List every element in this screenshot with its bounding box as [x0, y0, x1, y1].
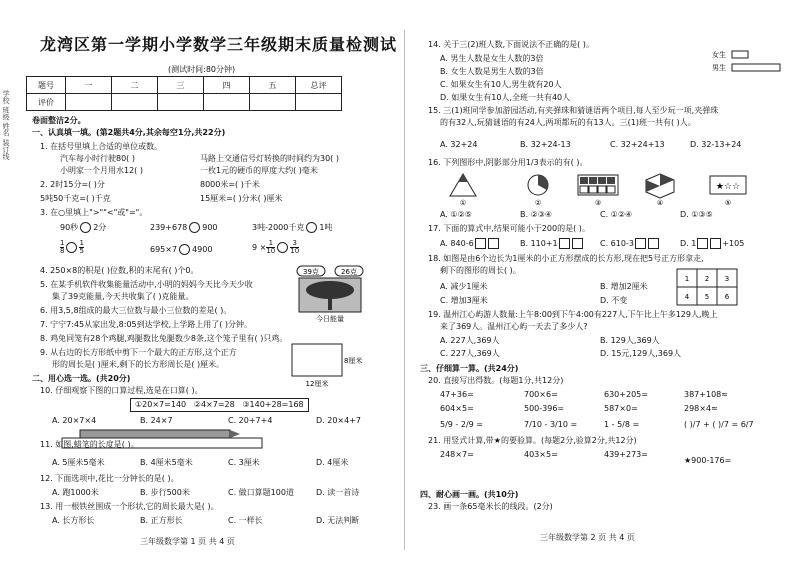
score-table-header-row	[27, 77, 342, 94]
fraction: $\frac{1}{10}$	[266, 239, 276, 255]
question-1: 1. 在括号里填上合适的单位或数。	[40, 142, 163, 151]
fraction: $\frac{1}{8}$	[60, 239, 65, 255]
shape-grid-cell	[598, 186, 606, 193]
exam-title: 龙湾区第一学期小学数学三年级期末质量检测试	[40, 35, 398, 54]
grid-number: 3	[724, 275, 730, 283]
calc-item[interactable]: 47+36=	[440, 390, 474, 399]
q17-option-d[interactable]: D. 1 +105	[680, 239, 745, 248]
q10-option-b[interactable]: B. 24×7	[140, 416, 173, 425]
q18-option-a[interactable]: A. 减少1厘米	[440, 282, 488, 291]
calc-item[interactable]: 587×0=	[604, 404, 638, 413]
q14-option-c[interactable]: C. 如果女生有10人,男生就有20人	[440, 80, 562, 89]
page-footer-right: 三年级数学第 2 页 共 4 页	[540, 533, 635, 542]
shape-label-3: ③	[594, 199, 602, 206]
compare-left: 239+678	[150, 223, 188, 232]
compare-right: 1吨	[319, 223, 333, 232]
q17-option-c[interactable]: C. 610-3	[600, 238, 660, 249]
question-9-line-1: 9. 从右边的长方形纸中剪下一个最大的正方形,这个正方	[40, 348, 237, 357]
calc-process-box	[130, 398, 309, 412]
compare-right: 900	[202, 223, 218, 232]
section-1-heading: 一、认真填一填。(第2题共4分,其余每空1分,共22分)	[32, 128, 226, 137]
binding-margin: 学校 班级 姓名 装订线	[2, 90, 10, 160]
question-3: 3. 在○里填上">""<"或"="。	[40, 208, 148, 217]
bar-female	[732, 51, 748, 58]
crayon	[80, 430, 230, 438]
q15-option-d[interactable]: D. 32-13+24	[690, 140, 742, 149]
compare-left: 3吨-2000千克	[252, 223, 305, 232]
compare-circle[interactable]	[277, 242, 288, 253]
question-8: 8. 鸡兔同笼有28个鸡腿,鸡腿数比兔腿数少8条,这个笼子里有( )只鸡。	[40, 334, 288, 343]
question-2d: 15厘米=( )分米( )厘米	[200, 194, 283, 203]
shape-grid-cell	[598, 177, 606, 184]
question-2b: 8000米=( )千米	[200, 180, 260, 189]
question-1d: 一枚1元的硬币的厚度大约( )毫米	[200, 166, 318, 175]
compare-row-1c	[252, 222, 332, 233]
calc-step-2: ②4×7=28	[193, 400, 235, 409]
q16-option-d[interactable]: D. ①③⑤	[680, 210, 713, 219]
grid-number: 5	[704, 293, 710, 301]
vertical-calc-item[interactable]: 403×5=	[524, 450, 558, 459]
question-11: 11. 如图,蜡笔的长度是( )。	[40, 440, 139, 449]
rectangle-figure	[290, 342, 365, 390]
shaded-shapes-figure	[448, 172, 778, 206]
question-18-line-2: 剩下的图形的周长( )。	[440, 266, 521, 275]
calc-item[interactable]: 1 - 5/8 =	[604, 420, 640, 429]
question-14: 14. 关于三(2)班人数,下面说法不正确的是( )。	[428, 40, 594, 49]
compare-circle[interactable]	[189, 222, 200, 233]
score-cell: 总评	[296, 77, 342, 94]
question-15-line-2: 的有32人,玩猜谜语的有24人,两项都玩的有13人。三(1)班一共有( )人。	[440, 118, 696, 127]
calc-item[interactable]: 500-396=	[524, 404, 565, 413]
q16-option-a[interactable]: A. ①②⑤	[440, 210, 472, 219]
question-4: 4. 250×8的积是( )位数,积的末尾有( )个0。	[40, 266, 199, 275]
section-2-heading: 二、用心选一选。(共20分)	[32, 374, 131, 383]
shape-grid-cell	[607, 177, 615, 184]
calc-item[interactable]: 700×6=	[524, 390, 558, 399]
q10-option-a[interactable]: A. 20×7×4	[52, 416, 97, 425]
bar-label-female: 女生	[712, 51, 726, 59]
q12-option-c[interactable]: C. 做口算题100道	[228, 488, 294, 497]
q12-option-d[interactable]: D. 读一首诗	[316, 488, 360, 497]
score-table-score-row	[27, 94, 342, 111]
q16-option-c[interactable]: C. ①②④	[600, 210, 633, 219]
shape-grid-cell	[580, 177, 588, 184]
shape-triangle-shade	[458, 174, 468, 182]
calc-item[interactable]: 387+108≈	[684, 390, 728, 399]
question-5-line-2: 集了39克能量,今天共收集了( )克能量。	[52, 292, 194, 301]
q11-option-d[interactable]: D. 4厘米	[316, 458, 349, 467]
tree-trunk	[328, 294, 332, 310]
compare-circle[interactable]	[179, 244, 190, 255]
score-input-cell[interactable]	[112, 94, 158, 111]
q10-option-d[interactable]: D. 20×4+7	[316, 416, 362, 425]
compare-left: 695×7	[150, 245, 178, 254]
score-cell: 题号	[27, 77, 66, 94]
score-input-cell[interactable]	[158, 94, 204, 111]
calc-step-3: ③140+28=168	[242, 400, 304, 409]
page-footer-left: 三年级数学第 1 页 共 4 页	[140, 537, 235, 546]
shape-grid-cell	[589, 186, 597, 193]
question-2a: 2. 2时15分=( )分	[40, 180, 105, 189]
compare-row-2a	[60, 240, 84, 255]
q13-option-b[interactable]: B. 正方形长	[140, 516, 183, 525]
score-input-cell[interactable]	[250, 94, 296, 111]
vertical-calc-item[interactable]: 439+273=	[604, 450, 648, 459]
rectangle-width-label: 12厘米	[305, 380, 329, 388]
shape-label-2: ②	[534, 199, 542, 206]
score-input-cell[interactable]	[204, 94, 250, 111]
q12-option-a[interactable]: A. 跑1000米	[52, 488, 99, 497]
bar-male	[732, 64, 780, 71]
q19-option-c[interactable]: C. 227人,369人	[440, 349, 500, 358]
question-10: 10. 仔细观察下图的口算过程,选是在口算( )。	[40, 386, 203, 395]
score-cell: 二	[112, 77, 158, 94]
q18-option-c[interactable]: C. 增加3厘米	[440, 296, 488, 305]
crayon-tip	[230, 430, 240, 438]
compare-circle[interactable]	[80, 222, 91, 233]
question-13: 13. 用一根铁丝围成一个形状,它的周长最大是( )。	[40, 502, 219, 511]
question-7: 7. 宁宁7:45从家出发,8:05到达学校,上学路上用了( )分钟。	[40, 320, 252, 329]
score-cell: 四	[204, 77, 250, 94]
q11-option-b[interactable]: B. 4厘米5毫米	[140, 458, 193, 467]
compare-row-2c	[252, 240, 299, 255]
q15-option-a[interactable]: A. 32+24	[440, 140, 478, 149]
q19-option-b[interactable]: B. 129人,369人	[600, 336, 660, 345]
compare-right: 2分	[93, 223, 107, 232]
compare-circle[interactable]	[66, 242, 77, 253]
energy-label-1: 39克	[303, 268, 319, 276]
bar-label-male: 男生	[712, 64, 726, 72]
section-3-heading: 三、仔细算一算。(共24分)	[420, 364, 519, 373]
q14-option-a[interactable]: A. 男生人数是女生人数的3倍	[440, 54, 544, 63]
question-16: 16. 下列图形中,阴影部分用1/3表示的有( )。	[428, 158, 588, 167]
question-1a: 汽车每小时行驶80( )	[60, 154, 135, 163]
compare-row-1b	[150, 222, 218, 233]
rectangle-shape	[292, 344, 342, 376]
question-17: 17. 下面的算式中,结果可能小于200的是( )。	[428, 224, 590, 233]
square-grid-figure	[676, 268, 740, 308]
grid-number: 2	[704, 275, 710, 283]
calc-item[interactable]: ( )/7 + ( )/7 = 6/7	[684, 420, 754, 429]
compare-left: 90秒	[60, 223, 79, 232]
q11-option-a[interactable]: A. 5厘米5毫米	[52, 458, 105, 467]
shape-label-4: ④	[656, 199, 664, 206]
question-19-line-2: 来了369人。温州江心屿一天去了多少人?	[440, 322, 588, 331]
score-input-cell[interactable]	[66, 94, 112, 111]
question-5-line-1: 5. 在某手机软件收集能量活动中,小明的妈妈今天比今天少收	[40, 280, 253, 289]
q12-option-b[interactable]: B. 步行500米	[140, 488, 190, 497]
vertical-calc-item[interactable]: 248×7=	[440, 450, 474, 459]
q15-option-b[interactable]: B. 32+24-13	[520, 140, 571, 149]
shape-label-1: ①	[459, 199, 467, 206]
q10-option-c[interactable]: C. 20+7+4	[228, 416, 273, 425]
compare-row-1a	[60, 222, 106, 233]
question-19-line-1: 19. 温州江心屿游人数量:上午8:00到下午4:00有227人,下午比上午多129人,晚上	[428, 310, 718, 319]
neatness-note: 卷面整洁2分。	[32, 116, 86, 125]
energy-label-2: 26克	[341, 268, 357, 276]
q16-option-b[interactable]: B. ②③④	[520, 210, 553, 219]
q17-option-b[interactable]: B. 110+1	[520, 238, 584, 249]
calc-step-1: ①20×7=140	[135, 400, 187, 409]
stars-icon: ★☆☆	[715, 182, 741, 192]
q13-option-c[interactable]: C. 一样长	[228, 516, 263, 525]
gender-bar-diagram	[712, 48, 790, 76]
compare-circle[interactable]	[306, 222, 317, 233]
score-cell: 三	[158, 77, 204, 94]
q14-option-d[interactable]: D. 如果女生有10人,全班一共有40人	[440, 93, 571, 102]
question-1b: 马路上交通信号灯转换的时间约为30( )	[200, 154, 339, 163]
column-divider	[404, 30, 405, 550]
q19-option-d[interactable]: D. 15元,129人,369人	[600, 349, 682, 358]
fraction: $\frac{1}{5}$	[79, 239, 84, 255]
calc-item[interactable]: 630+205=	[604, 390, 648, 399]
fraction: $\frac{3}{10}$	[290, 239, 300, 255]
question-23: 23. 画一条65毫米长的线段。(2分)	[428, 502, 553, 511]
compare-left: 9 ×	[252, 243, 267, 252]
question-20: 20. 直接写出得数。(每题1分,共12分)	[428, 376, 564, 385]
grid-number: 1	[684, 275, 690, 283]
q15-option-c[interactable]: C. 32+24+13	[610, 140, 665, 149]
exam-subtitle: (测试时间:80分钟)	[168, 65, 236, 74]
question-2c: 5吨50千克=( )千克	[40, 194, 111, 203]
energy-caption: 今日能量	[316, 315, 344, 323]
grid-number: 4	[684, 293, 690, 301]
score-cell: 评价	[27, 94, 66, 111]
question-15-line-1: 15. 三(1)班同学参加游园活动,有夹弹珠和猜谜语两个项目,每人至少玩一项,夹弹珠	[428, 106, 719, 115]
q13-option-a[interactable]: A. 长方形长	[52, 516, 95, 525]
question-6: 6. 用3,5,8组成的最大三位数与最小三位数的差是( )。	[40, 306, 232, 315]
score-input-cell[interactable]	[296, 94, 342, 111]
q13-option-d[interactable]: D. 无法判断	[316, 516, 360, 525]
energy-tree-image	[295, 264, 365, 324]
compare-right: 4900	[192, 245, 213, 254]
q19-option-a[interactable]: A. 227人,369人	[440, 336, 500, 345]
question-1c: 小明家一个月用水12( )	[60, 166, 143, 175]
calc-item[interactable]: 298×4≈	[684, 404, 718, 413]
compare-row-2b	[150, 244, 212, 255]
vertical-calc-item[interactable]: ★900-176=	[684, 456, 732, 465]
q18-option-d[interactable]: D. 不变	[600, 296, 628, 305]
question-9-line-2: 形的周长是( )厘米,剩下的长方形周长是( )厘米。	[52, 360, 225, 369]
question-12: 12. 下面选项中,花比一分钟长的是( )。	[40, 474, 179, 483]
q17-option-a[interactable]: A. 840-6	[440, 238, 500, 249]
shape-grid-cell	[580, 186, 588, 193]
grid-number: 6	[724, 293, 730, 301]
score-cell: 五	[250, 77, 296, 94]
score-table	[26, 76, 342, 111]
calc-item[interactable]: 604×5=	[440, 404, 474, 413]
q18-option-b[interactable]: B. 增加2厘米	[600, 282, 648, 291]
q14-option-b[interactable]: B. 女生人数是男生人数的3倍	[440, 67, 544, 76]
shape-label-5: ⑤	[724, 199, 732, 206]
calc-item[interactable]: 7/10 - 3/10 =	[524, 420, 578, 429]
shape-grid-cell	[607, 186, 615, 193]
shape-grid-cell	[589, 177, 597, 184]
rectangle-height-label: 8厘米	[344, 357, 363, 365]
score-cell: 一	[66, 77, 112, 94]
section-4-heading: 四、耐心画一画。(共10分)	[420, 490, 519, 499]
question-21: 21. 用竖式计算,带★的要验算。(每题2分,验算2分,共12分)	[428, 436, 637, 445]
calc-item[interactable]: 5/9 - 2/9 =	[440, 420, 483, 429]
q11-option-c[interactable]: C. 3厘米	[228, 458, 260, 467]
question-18-line-1: 18. 如图是由6个边长为1厘米的小正方形摆成的长方形,现在把5号正方形拿走,	[428, 254, 704, 263]
